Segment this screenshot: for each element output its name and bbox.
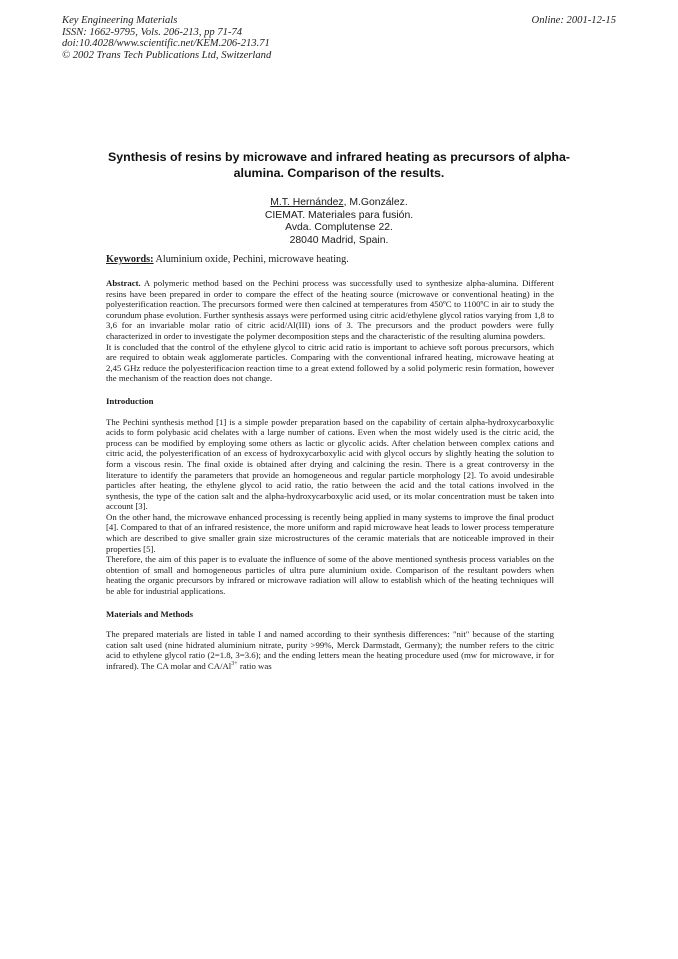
paper-body <box>106 254 554 672</box>
author-primary: M.T. Hernández <box>270 197 344 208</box>
author-secondary: , M.González. <box>343 197 408 208</box>
address-city: 28040 Madrid, Spain. <box>289 234 389 246</box>
keywords-text: Aluminium oxide, Pechini, microwave heating. <box>153 254 349 265</box>
author-block <box>0 197 678 247</box>
journal-name: Key Engineering Materials <box>62 15 178 26</box>
affiliation: CIEMAT. Materiales para fusión. <box>264 209 414 221</box>
abstract-label: Abstract. <box>106 278 141 288</box>
methods-text: The prepared materials are listed in table I and named according to their synthesis differences: "nit" because of the starting cation salt used (nine hidrated aluminium nitrate, purity >99%, Merck Darmstadt, Germany); the number refers to the citric acid to ethylene glycol ratio (2=1.8, 3=3.6); and the ending letters mean the heating procedure used (mw for microwave, ir for infrared). The CA molar and CA/Al <box>106 629 554 671</box>
keywords <box>106 254 554 266</box>
address-street: Avda. Complutense 22. <box>285 222 393 234</box>
section-heading-methods: Materials and Methods <box>106 608 194 619</box>
section-heading-introduction: Introduction <box>106 395 154 406</box>
paper-title: Synthesis of resins by microwave and infrared heating as precursors of alpha-alumina. Comparison of the results. <box>107 150 571 180</box>
journal-header <box>62 15 271 61</box>
abstract-text-1: A polymeric method based on the Pechini process was successfully used to synthesize alpha-alumina. Different resins have been prepared in order to compare the effect of the heating source (microwave or conventional heating) in the polyesterification reaction. The precursors formed were then calcined at temperatures from 450ºC to 1100ºC in air to study the corundum phase evolution. Further synthesis assays were performed using citric acid/ethylene glycol ratios varying from 1,8 to 3,6 for an invariable molar ratio of citric acid/Al(III) ions of 3. The precursors and the product powders were fully characterized in order to investigate the polymer decomposition steps and the characteristic of the resulting alumina powders. <box>106 278 554 341</box>
keywords-label: Keywords: <box>106 254 154 265</box>
intro-paragraph-1: The Pechini synthesis method [1] is a simple powder preparation based on the capability of certain alpha-hydroxycarboxylic acids to form polybasic acid chelates with a large number of cations. Even when the most widely used is the citric acid, the process can be modified by employing some others as lactic or glycolic acids. After chelation between complex cations and citric acid, the polyesterification of an excess of hydroxycarboxylic acid with glycol occurs by slightly heating the solution to form a viscous resin. The final oxide is obtained after drying and calcining the resin. There is a great controversy in the literature to identify the parameters that provide an homogeneous and regular particle morphology [2]. To avoid undesirable particles after heating, the ethylene glycol to acid ratio, the ratio between the acid and the total cations involved in the synthesis, the type of the cation salt and the alpha-hydroxycarboxylic acid used, or its molar concentration must be taken into account [3]. <box>106 416 554 512</box>
author-line <box>0 197 678 210</box>
intro-paragraph-3: Therefore, the aim of this paper is to evaluate the influence of some of the above mentioned synthesis process variables on the obtention of small and homogeneous particles of ultra pure aluminium oxide. Comparison of the resultant powders when heating the organic precursors by infrared or microwave radiation will allow to establish which of the heating techniques will be able for industrial applications. <box>106 554 554 597</box>
aluminium-charge-superscript: 3+ <box>231 661 238 668</box>
doi-line: doi:10.4028/www.scientific.net/KEM.206-213.71 <box>62 38 270 50</box>
methods-text-end: ratio was <box>237 661 272 671</box>
copyright-line: © 2002 Trans Tech Publications Ltd, Switzerland <box>62 49 272 61</box>
online-date: Online: 2001-12-15 <box>531 15 616 26</box>
methods-paragraph-1 <box>106 629 554 671</box>
abstract-paragraph-2: It is concluded that the control of the ethylene glycol to citric acid ratio is important to achieve soft porous precursors, which are required to obtain weak agglomerate particles. Comparing with the conventional infrared heating, microwave heating at 2,45 GHz reduce the polyesterificacion reaction time to a great extend followed by a solid polymeric resin formation, however the mechanism of the reaction does not change. <box>106 341 554 384</box>
abstract-paragraph-1 <box>106 278 554 342</box>
issn-line: ISSN: 1662-9795, Vols. 206-213, pp 71-74 <box>62 26 243 38</box>
intro-paragraph-2: On the other hand, the microwave enhanced processing is recently being applied in many systems to improve the final product [4]. Compared to that of an infrared resistence, the more uniform and rapid microwave heat leads to lower process temperature which are described to give smaller grain size microstructures of the ceramic materials that are noticeable improved in their properties [5]. <box>106 511 554 554</box>
